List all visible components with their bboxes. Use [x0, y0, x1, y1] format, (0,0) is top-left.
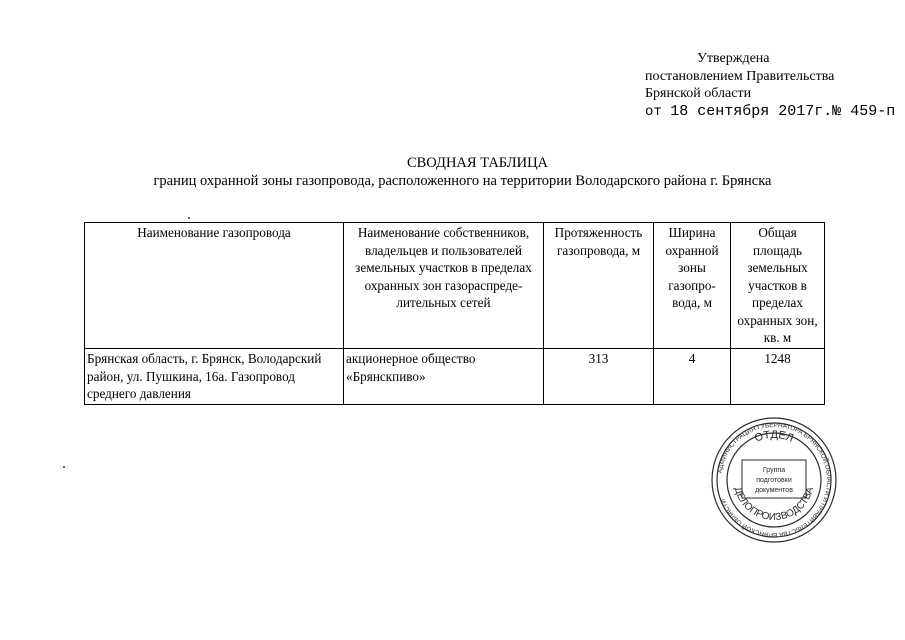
scan-speck [188, 217, 190, 219]
cell-length: 313 [544, 349, 654, 405]
header-zone-width: Ширина охранной зоны газопро-вода, м [654, 223, 731, 349]
approval-line-3: Брянской области [645, 86, 752, 101]
table-row [85, 349, 825, 405]
header-pipeline-name: Наименование газопровода [85, 223, 344, 349]
stamp-inner-line-1: Группа [762, 467, 786, 474]
summary-table [84, 222, 825, 405]
table-header-row [85, 223, 825, 349]
stamp-inner-line-3: документов [755, 487, 793, 494]
cell-width: 4 [654, 349, 731, 405]
approval-line-1: Утверждена [697, 51, 770, 66]
header-owners: Наименование собственников, владельцев и пользователей земельных участков в пределах охранных зон газораспреде-лительных сетей [344, 223, 544, 349]
approval-date-prefix: от [645, 103, 662, 120]
cell-owner: акционерное общество «Брянскпиво» [344, 349, 544, 405]
document-title [0, 154, 905, 190]
scan-speck [63, 466, 65, 468]
title-subtitle: границ охранной зоны газопровода, расположенного на территории Володарского района г. Брянска [153, 173, 772, 189]
stamp-inner-line-2: подготовки [756, 477, 792, 484]
approval-line-2: постановлением Правительства [645, 68, 835, 84]
cell-pipeline-name: Брянская область, г. Брянск, Володарский район, ул. Пушкина, 16а. Газопровод среднего давления [85, 349, 344, 405]
header-total-area: Общая площадь земельных участков в пределах охранных зон, кв. м [731, 223, 825, 349]
header-length: Протяженность газопровода, м [544, 223, 654, 349]
cell-area: 1248 [731, 349, 825, 405]
approval-date-value: 18 сентября 2017г.№ 459-п [670, 102, 896, 120]
stamp-outer-text: АДМИНИСТРАЦИЯ ГУБЕРНАТОРА БРЯНСКОЙ ОБЛАСТИ И ПРАВИТЕЛЬСТВА БРЯНСКОЙ ОБЛАСТИ [716, 421, 833, 539]
stamp-dept-top: ОТДЕЛ [753, 428, 796, 445]
approval-date [645, 103, 895, 122]
approval-block [645, 50, 895, 121]
official-stamp [710, 416, 838, 544]
title-heading: СВОДНАЯ ТАБЛИЦА [406, 155, 549, 171]
stamp-dept-bottom: ДЕЛОПРОИЗВОДСТВА [731, 485, 817, 524]
